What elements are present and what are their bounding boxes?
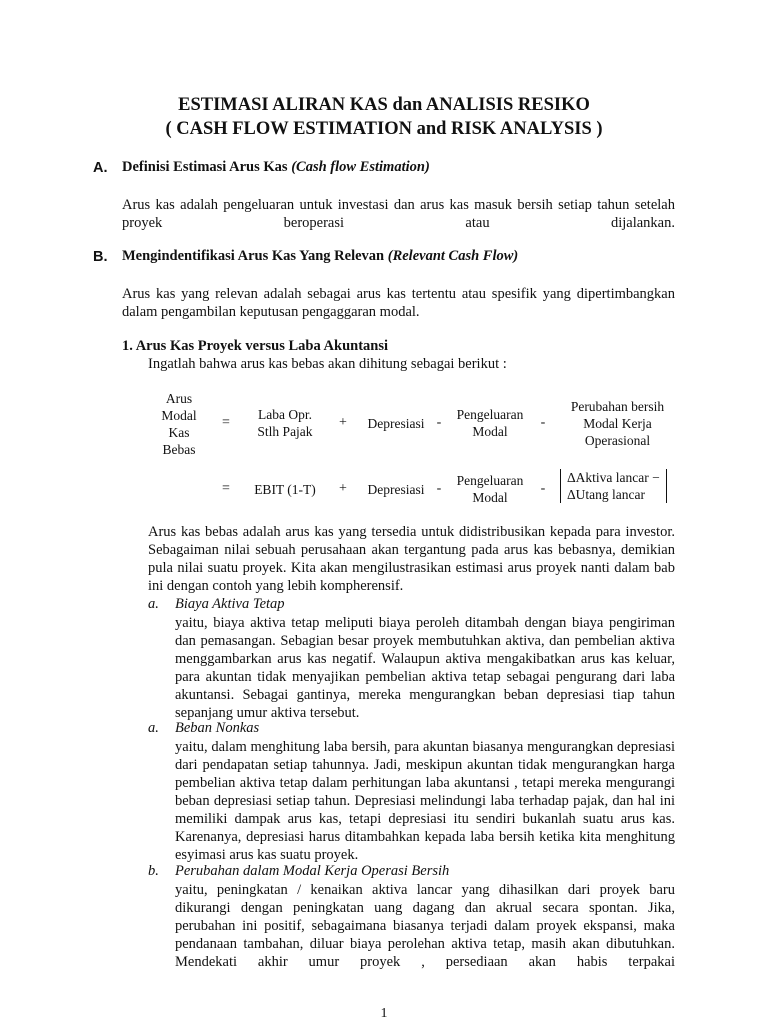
item-1-title: Biaya Aktiva Tetap [175, 596, 285, 612]
item-2-body: yaitu, dalam menghitung laba bersih, para akuntan biasanya mengurangkan depresiasi dari pendapatan setiap tahunnya. Jadi, meskipun akuntan tidak mengurangkan harga pembelian aktiva tetap dalam perhitungan laba akuntansi , tetapi mereka mengurangi beban depresiasi setiap tahun. Depresiasi melindungi laba terhadap pajak, dan hal ini memiliki dampak arus kas, tetapi depresiasi itu sendiri bukanlah suatu arus kas. Karenanya, depresiasi harus ditambahkan kepada laba bersih ketika kita menghitung esyimasi arus kas suatu proyek. [175, 739, 675, 863]
page-number: 1 [380, 1006, 388, 1021]
explanation-paragraph: Arus kas bebas adalah arus kas yang tersedia untuk didistribusikan kepada para investor. Sebagaiman nilai sebuah perusahaan akan tergantung pada arus kas bebasnya, demikian pula nilai suatu proyek. Kita akan mengilustrasikan estimasi arus proyek nanti dalam bab ini dengan contoh yang lebih kompherensif. [148, 524, 675, 594]
formula-row1-term3: Pengeluaran Modal [456, 407, 524, 439]
item-3-letter: b. [148, 863, 159, 879]
formula-row1-eq: = [222, 415, 230, 430]
item-3-body: yaitu, peningkatan / kenaikan aktiva lancar yang dihasilkan dari proyek baru dikurangi dengan peningkatan uang dagang dan akrual secara spontan. Jika, perubahan ini positif, sebagaimana biasanya terjadi dalam proyek ekspansi, maka pendanaan tambahan, diluar biaya perolehan aktiva tetap, masih akan dibutuhkan. Mendekati akhir umur proyek , persediaan akan habis terpakai [175, 882, 675, 970]
section-b-heading-text: Mengindentifikasi Arus Kas Yang Relevan [122, 248, 388, 264]
section-b-heading-italic: (Relevant Cash Flow) [387, 248, 519, 264]
section-b-body: Arus kas yang relevan adalah sebagai arus kas tertentu atau spesifik yang dipertimbangkan dalam pengambilan keputusan pengaggaran modal. [122, 286, 675, 320]
formula-row1-term4: Perubahan bersih Modal Kerja Operasional [570, 399, 665, 448]
section-a-body: Arus kas adalah pengeluaran untuk investasi dan arus kas masuk bersih setiap tahun setelah proyek beroperasi atau dijalankan. [122, 197, 675, 231]
document-title-line1: ESTIMASI ALIRAN KAS dan ANALISIS RESIKO [178, 95, 590, 115]
formula-row1-op3: - [540, 415, 546, 430]
formula-row2-term2: Depresiasi [367, 482, 425, 497]
section-b-heading [122, 248, 518, 265]
section-a-heading-italic: (Cash flow Estimation) [291, 159, 430, 175]
formula-bracket-line1: ΔAktiva lancar − [567, 470, 660, 485]
item-1-body: yaitu, biaya aktiva tetap meliputi biaya peroleh ditambah dengan biaya pengiriman dan pemasangan. Sebagian besar proyek membutuhkan aktiva, dan pembelian aktiva menggambarkan arus kas negatif. Walaupun aktiva mengakibatkan arus kas keluar, para akuntan tidak menyajikan pembelian aktiva tetap sebagai pengurang dari laba akuntansi. Sebagai gantinya, mereka mengurangkan beban depresiasi tiap tahun sepanjang umur aktiva tersebut. [175, 615, 675, 721]
document-title-line2: ( CASH FLOW ESTIMATION and RISK ANALYSIS ) [165, 119, 603, 139]
formula-row2-eq: = [222, 481, 230, 496]
formula-row2-term1: EBIT (1-T) [254, 482, 316, 497]
section-a-heading-text: Definisi Estimasi Arus Kas [122, 159, 292, 175]
formula-row2-op3: - [540, 481, 546, 496]
item-2-title: Beban Nonkas [175, 720, 260, 736]
formula-row2-term3: Pengeluaran Modal [456, 473, 524, 505]
formula-lhs: Arus Modal Kas Bebas [161, 391, 197, 457]
subsection-1-intro: Ingatlah bahwa arus kas bebas akan dihitung sebagai berikut : [148, 356, 507, 372]
section-a-heading [122, 159, 430, 176]
formula-row1-term2: Depresiasi [367, 416, 425, 431]
formula-row1-op1: + [339, 415, 347, 430]
formula-bracket-line2: ΔUtang lancar [567, 487, 646, 502]
formula-row2-bracket [560, 469, 667, 503]
formula-row1-term1: Laba Opr. Stlh Pajak [257, 407, 313, 439]
section-a-letter: A. [93, 160, 108, 176]
subsection-1-heading: 1. Arus Kas Proyek versus Laba Akuntansi [122, 338, 389, 354]
formula-row2-op2: - [436, 481, 442, 496]
formula-row1-op2: - [436, 415, 442, 430]
item-2-letter: a. [148, 720, 159, 736]
item-1-letter: a. [148, 596, 159, 612]
formula-row2-op1: + [339, 481, 347, 496]
item-3-title: Perubahan dalam Modal Kerja Operasi Bersih [175, 863, 450, 879]
section-b-letter: B. [93, 249, 108, 265]
